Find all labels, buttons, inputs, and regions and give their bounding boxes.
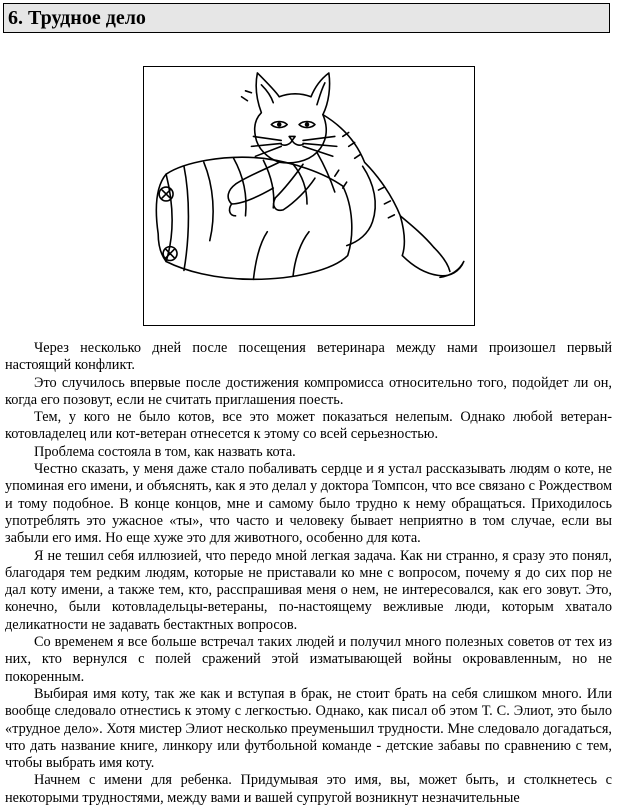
paragraph: Выбирая имя коту, так же как и вступая в брак, не стоит брать на себя слишком много. Или вообще следовало отнестись к этому с легкостью. Однако, как писал об этом Т. С. Элиот, это было «трудное дело». Хотя мистер Элиот несколько преуменьшил трудности. Мне следовало догадаться, что дать название книге, линкору или футбольной команде - детские забавы по сравнению с тем, чтобы выбрать имя коту. xyxy=(5,685,612,772)
chapter-title: 6. Трудное дело xyxy=(3,3,610,33)
paragraph: Проблема состояла в том, как назвать кота. xyxy=(34,443,296,460)
paragraph: Со временем я все больше встречал таких людей и получил много полезных советов от тех из них, кто вернулся с полей сражений этой изматывающей войны окровавленным, но не покоренным. xyxy=(5,634,612,685)
paragraph: Начнем с имени для ребенка. Придумывая это имя, вы, может быть, и столкнетесь с некоторыми трудностями, между вами и вашей супругой возникнут незначительные xyxy=(5,772,612,806)
cat-tail xyxy=(402,256,464,278)
cat-illustration xyxy=(143,66,475,326)
paragraph: Это случилось впервые после достижения компромисса относительно того, подойдет ли он, когда его позовут, если не считать приглашения поесть. xyxy=(5,374,612,408)
paragraph: Я не тешил себя иллюзией, что передо мной легкая задача. Как ни странно, я сразу это понял, благодаря тем редким людям, которые не приставали ко мне с вопросом, почему я до сих пор не дал коту имени, а также тем, кто, расспрашивая меня о нем, не интересовался, как его зовут. Это, конечно, были котовладельцы-ветераны, по-настоящему вежливые люди, которым хватало деликатности не задавать бестактных вопросов. xyxy=(5,547,612,633)
paragraph: Тем, у кого не было котов, все это может показаться нелепым. Однако любой ветеран-котовладелец или кот-ветеран отнесется к этому со всей серьезностью. xyxy=(5,409,612,443)
paragraph: Честно сказать, у меня даже стало побаливать сердце и я устал рассказывать людям о коте, не упоминая его имени, и объяснять, как я это делал у доктора Томпсон, что все связано с Рождеством и тому подобное. В конце концов, мне и самому было трудно к нему обращаться. Приходилось употреблять это ужасное «ты», что часто и человеку бывает неприятно в том случае, если вы забыли его имя. Но еще хуже это для животного, особенно для кота. xyxy=(5,461,612,547)
cat-on-pillow-icon xyxy=(144,67,474,325)
article-body xyxy=(5,340,612,807)
cat-head xyxy=(255,73,330,163)
paragraph: Через несколько дней после посещения ветеринара между нами произошел первый настоящий конфликт. xyxy=(5,340,612,374)
